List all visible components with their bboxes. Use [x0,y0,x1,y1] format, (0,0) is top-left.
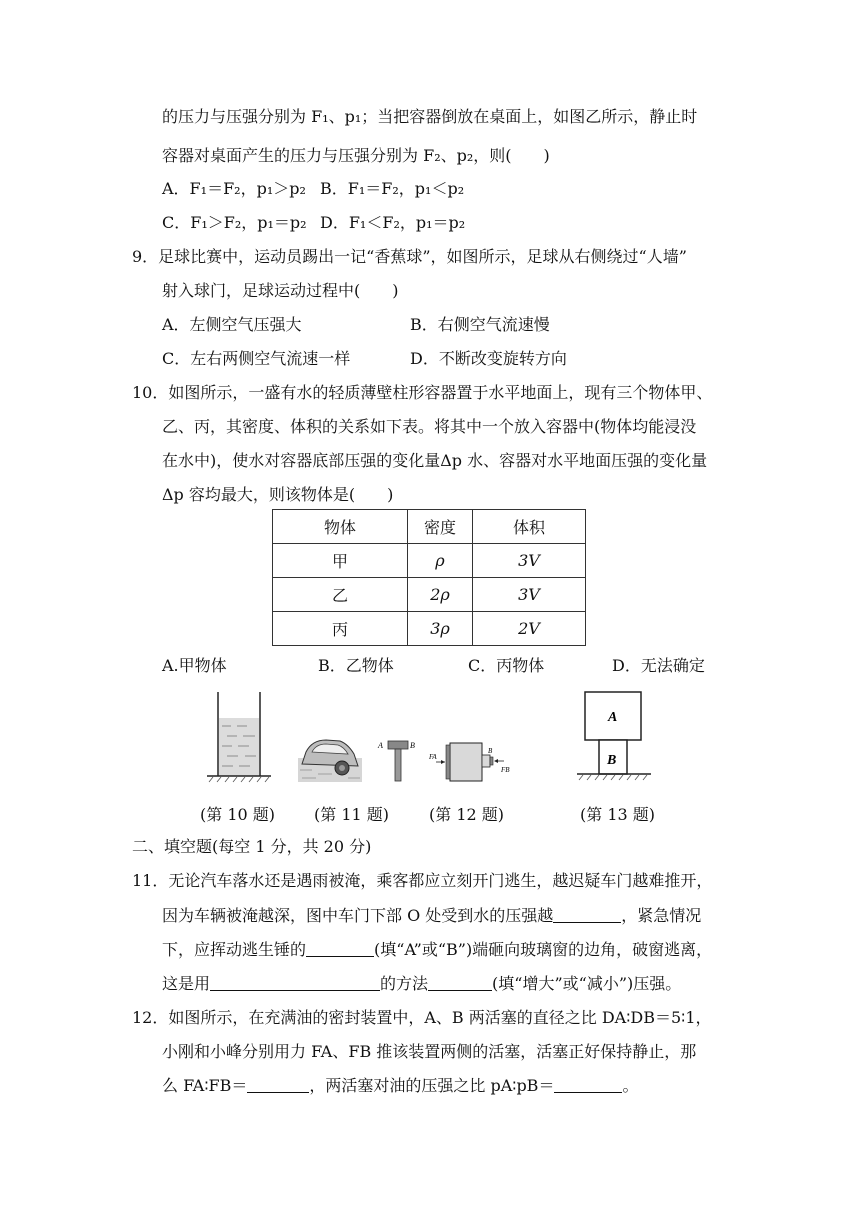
q10-text-line-1: 10．如图所示，一盛有水的轻质薄壁柱形容器置于水平地面上，现有三个物体甲、 [132,383,713,402]
q12-text-line-3 [162,1075,638,1097]
q11-line4-part2: 的方法 [380,974,429,993]
q11-text-line-1: 11．无论汽车落水还是遇雨被淹，乘客都应立刻开门逃生，越迟疑车门越难推开， [132,871,713,890]
caption-fig11: (第 11 题) [314,805,390,824]
q8-text-line-1: 的压力与压强分别为 F₁、p₁；当把容器倒放在桌面上，如图乙所示，静止时 [162,107,698,126]
table-row [273,544,586,578]
q9-option-d: D．不断改变旋转方向 [410,349,567,368]
q9-option-a: A．左侧空气压强大 [162,315,302,334]
table-header-row [273,510,586,544]
block-label-b: B [607,753,617,768]
section-heading-fill-in: 二、填空题(每空 1 分，共 20 分) [132,837,372,856]
table-cell: 3V [473,544,586,578]
q10-text-line-3: 在水中)，使水对容器底部压强的变化量Δp 水、容器对水平地面压强的变化量 [162,451,708,470]
answer-blank[interactable] [554,1076,622,1093]
table-cell: ρ [408,544,473,578]
q8-text-line-2: 容器对桌面产生的压力与压强分别为 F₂、p₂，则( ) [162,146,550,165]
caption-fig10: (第 10 题) [200,805,276,824]
piston-label-b: B [488,747,493,755]
caption-fig13: (第 13 题) [580,805,656,824]
fig10-water-container [205,690,275,786]
table-cell: 3V [473,578,586,612]
fig13-stacked-blocks [575,690,655,788]
fig11-escape-hammer [376,735,418,783]
q11-text-line-4 [162,973,681,995]
q11-text-line-2 [162,905,701,927]
answer-blank[interactable] [306,940,374,957]
q12-line3-part1: 么 FA∶FB＝ [162,1076,248,1095]
hammer-label-b: B [410,741,415,750]
q8-option-d: D．F₁＜F₂，p₁＝p₂ [320,213,466,232]
table-header-object: 物体 [273,510,408,544]
fig12-oil-pistons-device [428,735,514,785]
q12-text-line-2: 小刚和小峰分别用力 FA、FB 推该装置两侧的活塞，活塞正好保持静止，那 [162,1042,697,1061]
q10-text-line-2: 乙、丙，其密度、体积的关系如下表。将其中一个放入容器中(物体均能浸没 [162,417,697,436]
q8-option-c: C．F₁＞F₂，p₁＝p₂ [162,213,307,232]
q11-line2-part2: ，紧急情况 [621,906,702,925]
q8-option-a: A．F₁＝F₂，p₁＞p₂ [162,179,306,198]
fig11-flooded-car [298,728,362,784]
answer-blank[interactable] [428,974,492,991]
q11-line3-part2: (填“A”或“B”)端砸向玻璃窗的边角，破窗逃离， [374,940,713,959]
table-row [273,612,586,646]
table-cell: 2V [473,612,586,646]
q9-text-line-1: 9．足球比赛中，运动员踢出一记“香蕉球”，如图所示，足球从右侧绕过“人墙” [132,247,687,266]
piston-label-fb: FB [501,766,510,774]
block-label-a: A [608,710,618,725]
q12-text-line-1: 12．如图所示，在充满油的密封装置中，A、B 两活塞的直径之比 DA∶DB＝5∶1， [132,1008,712,1027]
q10-text-line-4: Δp 容均最大，则该物体是( ) [162,485,394,504]
q11-line4-part1: 这是用 [162,974,211,993]
table-cell: 甲 [273,544,408,578]
table-cell: 2ρ [408,578,473,612]
q8-option-b: B．F₁＝F₂，p₁＜p₂ [320,179,465,198]
caption-fig12: (第 12 题) [429,805,505,824]
q11-text-line-3 [162,939,712,961]
table-row [273,578,586,612]
answer-blank[interactable] [247,1076,309,1093]
q10-table [272,509,586,646]
q9-option-b: B．右侧空气流速慢 [410,315,550,334]
table-cell: 3ρ [408,612,473,646]
q9-option-c: C．左右两侧空气流速一样 [162,349,351,368]
q11-line3-part1: 下，应挥动逃生锤的 [162,940,307,959]
answer-blank[interactable] [553,906,621,923]
q11-line2-part1: 因为车辆被淹越深，图中车门下部 O 处受到水的压强越 [162,906,554,925]
table-header-volume: 体积 [473,510,586,544]
q10-option-b: B．乙物体 [318,656,394,675]
q11-line4-part3: (填“增大”或“减小”)压强。 [492,974,682,993]
answer-blank[interactable] [210,974,380,991]
table-header-density: 密度 [408,510,473,544]
piston-label-fa: FA [429,753,437,761]
hammer-label-a: A [378,741,383,750]
q12-line3-part3: 。 [622,1076,639,1095]
q12-line3-part2: ，两活塞对油的压强之比 pA∶pB＝ [309,1076,555,1095]
table-cell: 乙 [273,578,408,612]
q10-option-a: A.甲物体 [162,656,227,675]
q9-text-line-2: 射入球门，足球运动过程中( ) [162,281,399,300]
q10-option-c: C．丙物体 [468,656,545,675]
table-cell: 丙 [273,612,408,646]
q10-option-d: D．无法确定 [612,656,705,675]
